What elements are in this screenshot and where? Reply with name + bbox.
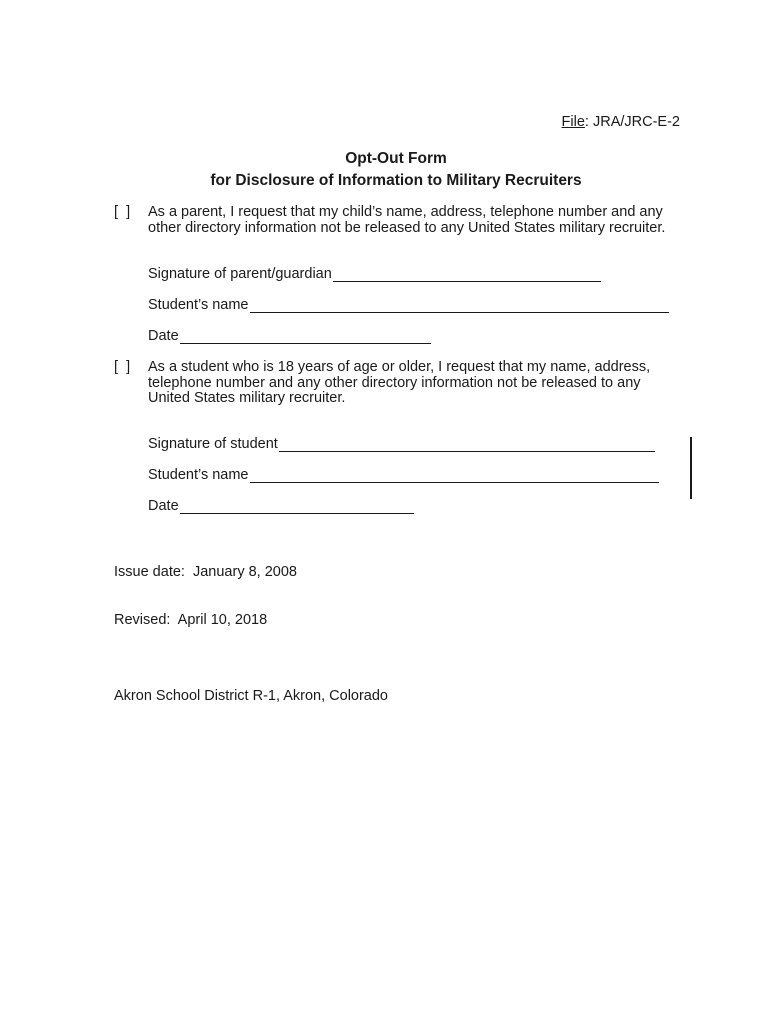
student-signature-label: Signature of student [148, 436, 278, 452]
parent-signature-label: Signature of parent/guardian [148, 266, 332, 282]
student-signature-line[interactable] [279, 439, 655, 452]
form-title [0, 148, 770, 192]
student-name-line[interactable] [250, 470, 659, 483]
file-label: File [561, 114, 585, 130]
parent-student-name-label: Student’s name [148, 297, 249, 313]
student-name-field [148, 467, 659, 483]
revised-date: Revised: April 10, 2018 [114, 612, 268, 628]
issue-date: Issue date: January 8, 2008 [114, 564, 297, 580]
student-signature-field [148, 436, 655, 452]
student-checkbox[interactable]: [ ] [114, 359, 131, 375]
student-name-label: Student’s name [148, 467, 249, 483]
student-statement: As a student who is 18 years of age or older, I request that my name, address, telephone number and any other directory information not be released to any United States military recruiter. [148, 359, 651, 406]
parent-date-field [148, 328, 431, 344]
parent-checkbox[interactable]: [ ] [114, 204, 131, 220]
file-value: : JRA/JRC-E-2 [584, 114, 680, 130]
file-reference [562, 114, 680, 130]
revision-margin-bar [690, 437, 692, 499]
parent-signature-field [148, 266, 601, 282]
district-footer: Akron School District R-1, Akron, Colorado [114, 688, 388, 704]
parent-student-name-field [148, 297, 669, 313]
student-date-field [148, 498, 414, 514]
student-date-label: Date [148, 498, 179, 514]
form-title-line2: for Disclosure of Information to Military Recruiters [210, 172, 582, 189]
parent-statement: As a parent, I request that my child’s name, address, telephone number and any other directory information not be released to any United States military recruiter. [148, 204, 666, 236]
issue-dates [114, 532, 297, 644]
parent-student-name-line[interactable] [250, 300, 669, 313]
parent-date-line[interactable] [180, 331, 431, 344]
student-date-line[interactable] [180, 501, 414, 514]
parent-signature-line[interactable] [333, 269, 601, 282]
parent-date-label: Date [148, 328, 179, 344]
form-title-line1: Opt-Out Form [345, 150, 447, 167]
